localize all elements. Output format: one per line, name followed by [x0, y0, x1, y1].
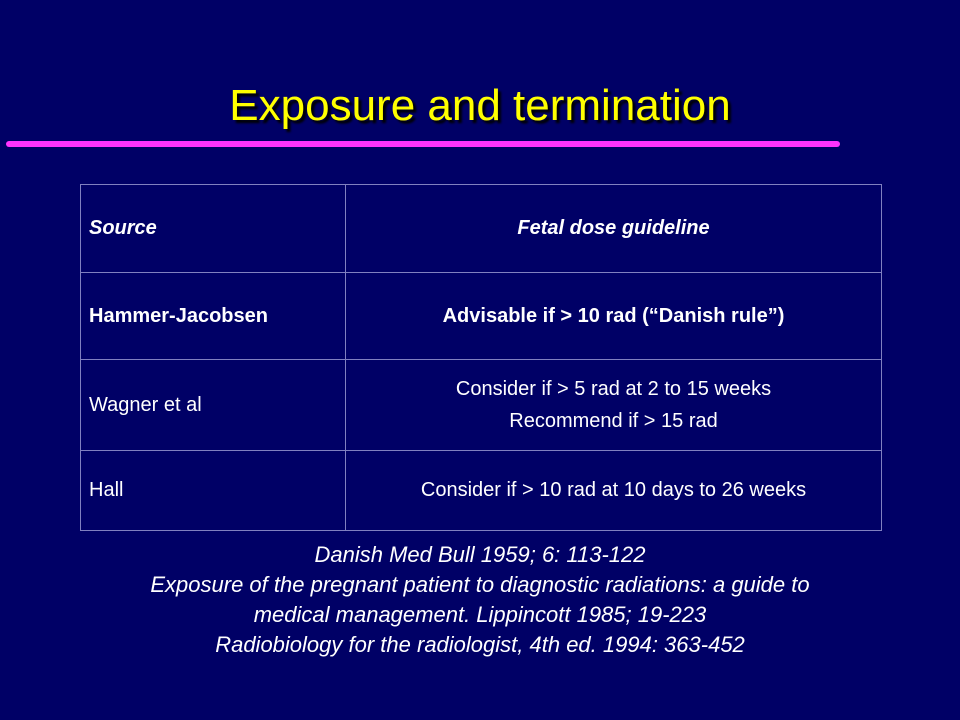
header-fetal-dose-guideline: Fetal dose guideline: [346, 185, 882, 273]
reference-line: Exposure of the pregnant patient to diagnostic radiations: a guide to: [150, 572, 810, 597]
reference-line: Radiobiology for the radiologist, 4th ed. 1994: 363-452: [215, 632, 745, 657]
header-source: Source: [81, 185, 346, 273]
slide-title: Exposure and termination: [229, 81, 731, 130]
title-underline: [6, 141, 840, 147]
source-cell: Hammer-Jacobsen: [81, 273, 346, 360]
reference-line: medical management. Lippincott 1985; 19-223: [253, 602, 707, 627]
guideline-line: Recommend if > 15 rad: [509, 410, 718, 432]
table-row: [81, 360, 882, 451]
guideline-line: Consider if > 5 rad at 2 to 15 weeks: [455, 378, 772, 400]
guideline-table: [80, 184, 882, 531]
references: [0, 540, 960, 660]
guideline-cell: [346, 360, 882, 451]
table-header-row: [81, 185, 882, 273]
reference-line: Danish Med Bull 1959; 6: 113-122: [314, 542, 646, 567]
guideline-cell: Advisable if > 10 rad (“Danish rule”): [346, 273, 882, 360]
table-row: [81, 273, 882, 360]
table-row: [81, 451, 882, 531]
source-cell: Hall: [81, 451, 346, 531]
source-cell: Wagner et al: [81, 360, 346, 451]
guideline-cell: Consider if > 10 rad at 10 days to 26 weeks: [346, 451, 882, 531]
